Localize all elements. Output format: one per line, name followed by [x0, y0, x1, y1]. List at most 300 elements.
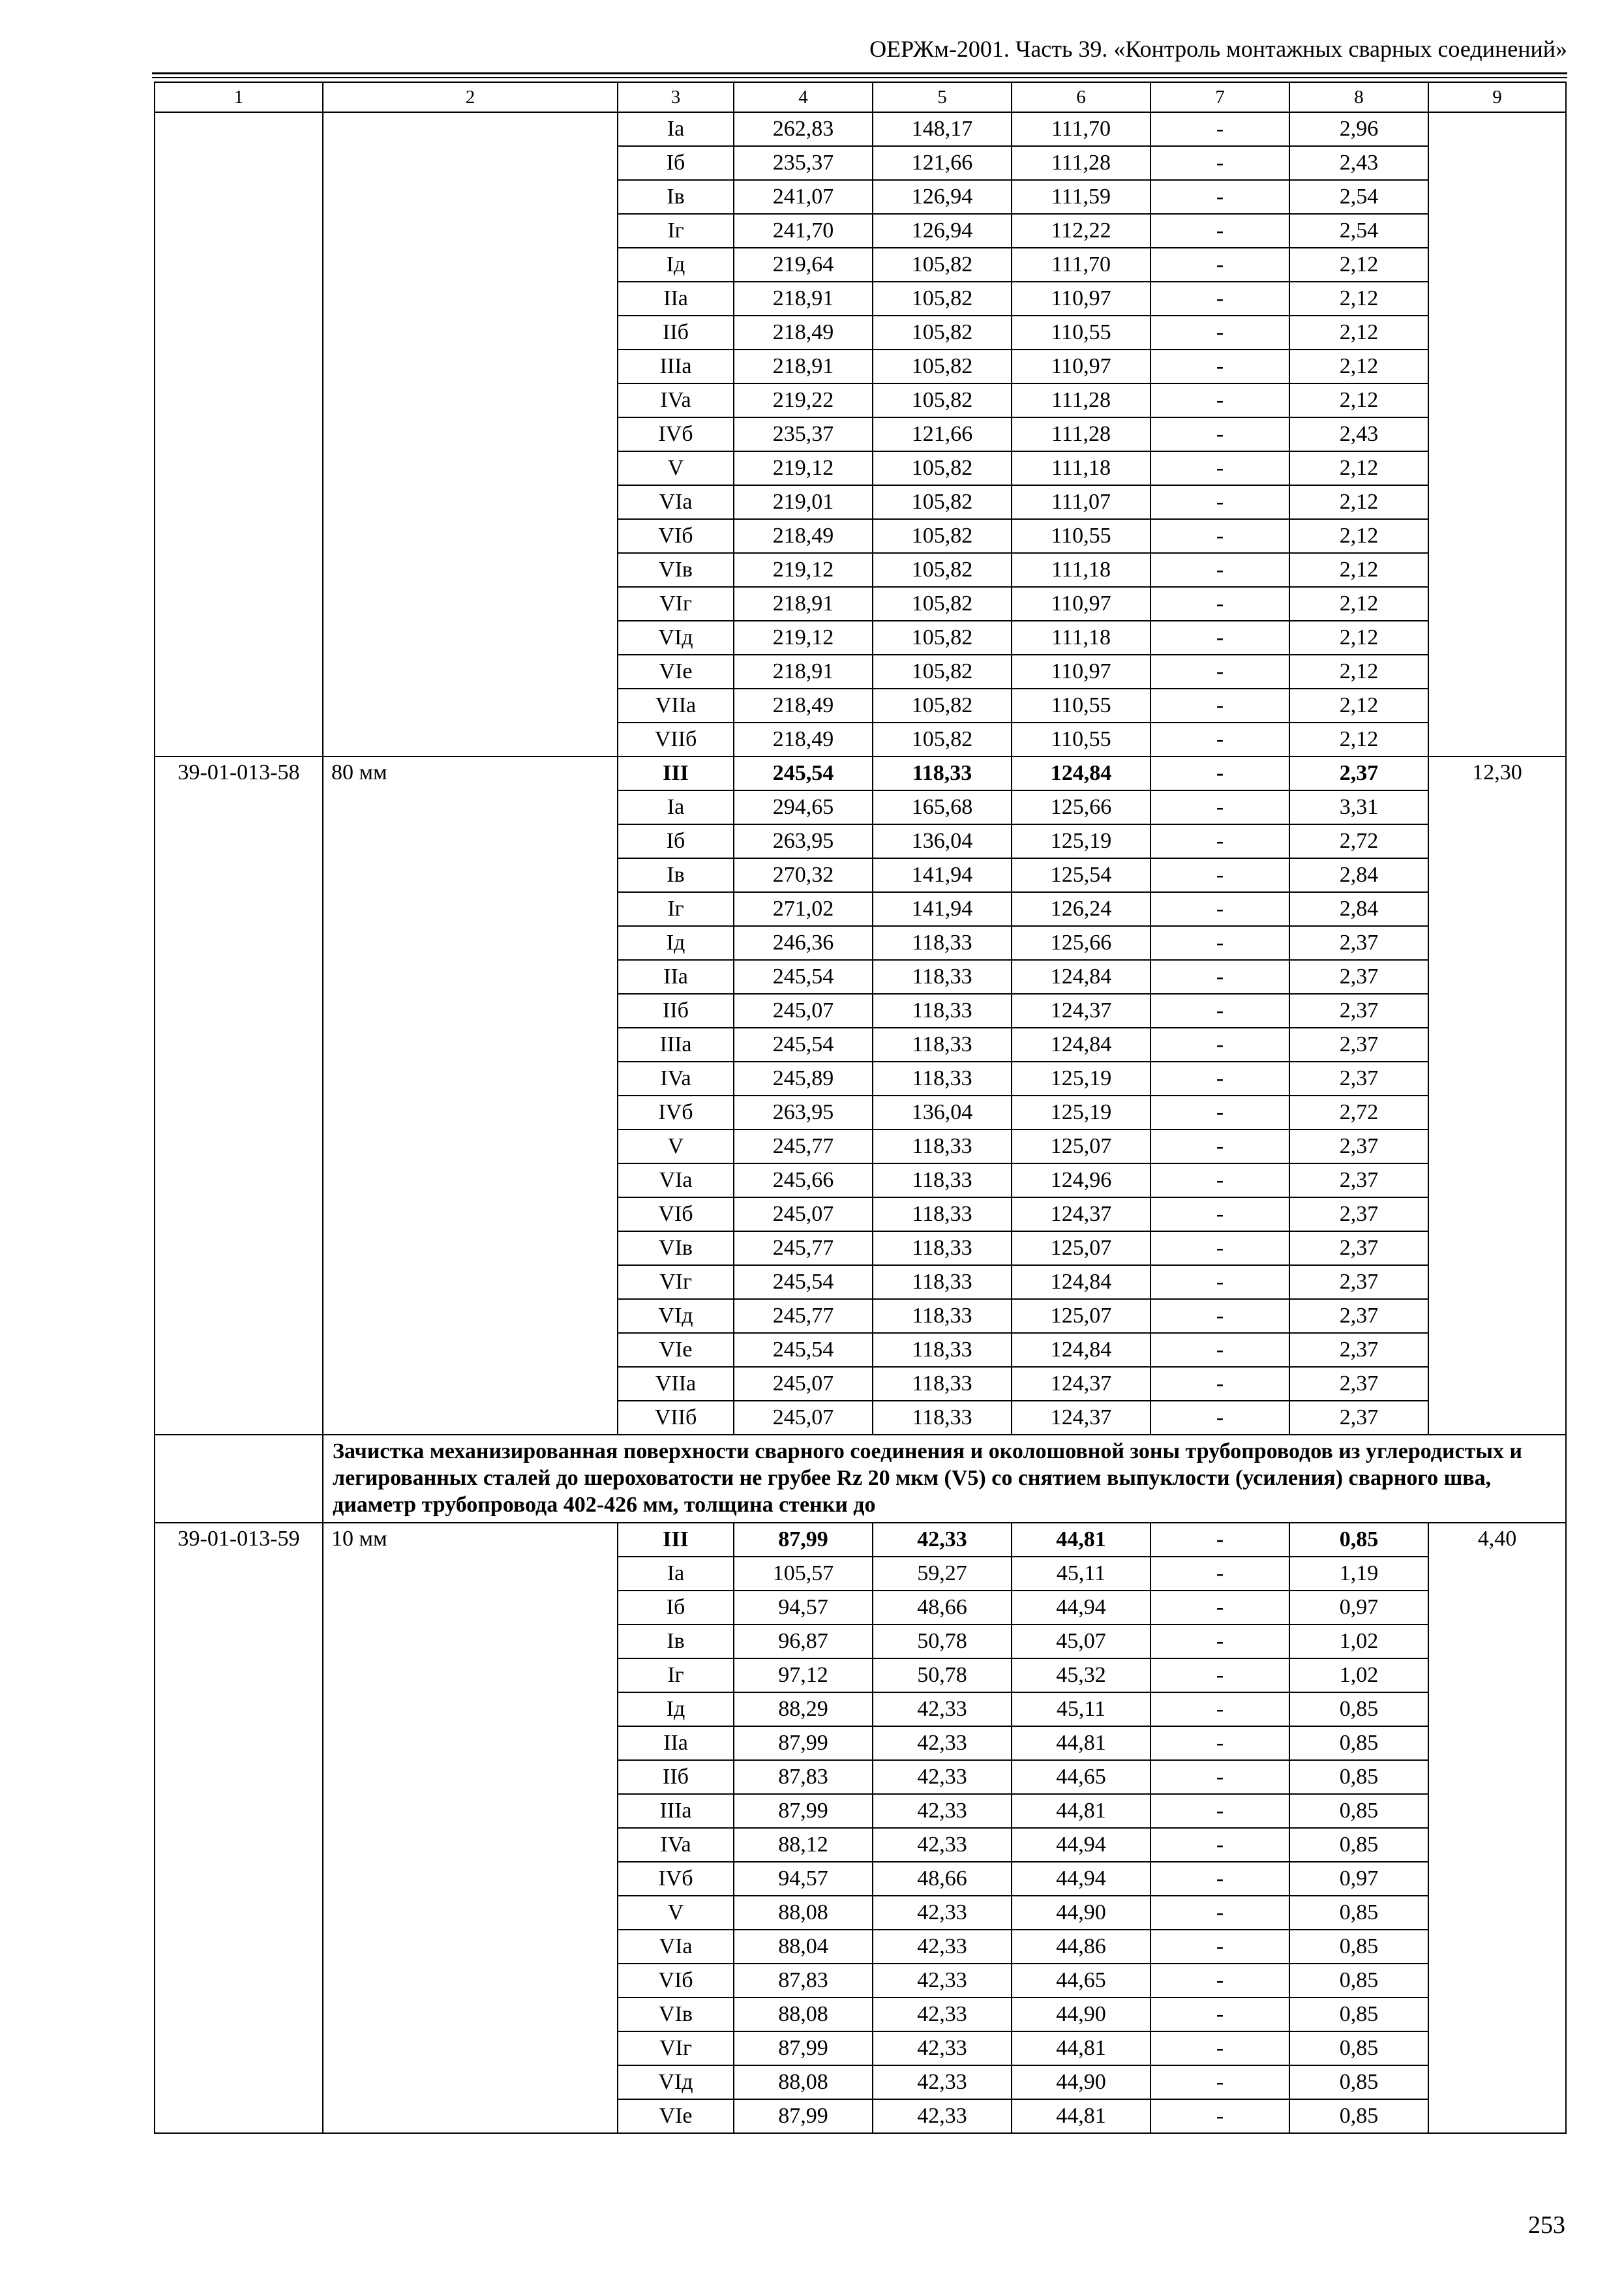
- cost-materials-cell: -: [1150, 451, 1289, 485]
- rate-code-cell: VIe: [618, 2099, 734, 2133]
- cost-machines-cell: 44,81: [1012, 2031, 1150, 2065]
- cost-machines-cell: 111,07: [1012, 485, 1150, 519]
- cost-total-cell: 263,95: [734, 824, 873, 858]
- labor-cell: 2,37: [1289, 1130, 1428, 1163]
- cost-machines-cell: 44,86: [1012, 1930, 1150, 1964]
- labor-total-cell: 12,30: [1428, 756, 1566, 1435]
- cost-materials-cell: -: [1150, 1197, 1289, 1231]
- labor-cell: 2,37: [1289, 1028, 1428, 1062]
- cost-total-cell: 219,64: [734, 248, 873, 282]
- rate-code-cell: IVa: [618, 383, 734, 417]
- labor-cell: 0,85: [1289, 1828, 1428, 1862]
- rate-code-cell: VIб: [618, 519, 734, 553]
- cost-wages-cell: 126,94: [873, 180, 1012, 214]
- labor-cell: 2,37: [1289, 1062, 1428, 1096]
- labor-cell: 2,72: [1289, 1096, 1428, 1130]
- labor-cell: 2,37: [1289, 960, 1428, 994]
- labor-cell: 2,12: [1289, 485, 1428, 519]
- labor-cell: 2,37: [1289, 1163, 1428, 1197]
- cost-machines-cell: 111,28: [1012, 417, 1150, 451]
- cost-materials-cell: -: [1150, 1028, 1289, 1062]
- table-row-main: [155, 1523, 1566, 1557]
- column-number: 8: [1289, 82, 1428, 112]
- cost-materials-cell: -: [1150, 1523, 1289, 1557]
- rate-code-cell: VIa: [618, 1163, 734, 1197]
- cost-total-cell: 245,54: [734, 756, 873, 790]
- column-number: 3: [618, 82, 734, 112]
- cost-wages-cell: 48,66: [873, 1862, 1012, 1896]
- cost-materials-cell: -: [1150, 2065, 1289, 2099]
- cost-machines-cell: 44,90: [1012, 1896, 1150, 1930]
- rate-code-cell: VIб: [618, 1964, 734, 1997]
- cost-total-cell: 241,07: [734, 180, 873, 214]
- code-cell: [155, 112, 323, 756]
- rate-code-cell: V: [618, 1130, 734, 1163]
- cost-machines-cell: 125,07: [1012, 1130, 1150, 1163]
- rate-code-cell: VIд: [618, 621, 734, 655]
- cost-wages-cell: 165,68: [873, 790, 1012, 824]
- cost-machines-cell: 45,11: [1012, 1557, 1150, 1591]
- cost-total-cell: 262,83: [734, 112, 873, 146]
- cost-wages-cell: 42,33: [873, 1896, 1012, 1930]
- cost-total-cell: 87,83: [734, 1760, 873, 1794]
- labor-cell: 0,97: [1289, 1591, 1428, 1624]
- cost-total-cell: 218,49: [734, 723, 873, 756]
- cost-total-cell: 245,77: [734, 1299, 873, 1333]
- cost-materials-cell: -: [1150, 689, 1289, 723]
- cost-total-cell: 218,91: [734, 655, 873, 689]
- rate-code-cell: VIIa: [618, 689, 734, 723]
- rate-code-cell: V: [618, 451, 734, 485]
- cost-materials-cell: -: [1150, 1896, 1289, 1930]
- labor-cell: 2,37: [1289, 1197, 1428, 1231]
- cost-total-cell: 88,29: [734, 1692, 873, 1726]
- cost-materials-cell: -: [1150, 2099, 1289, 2133]
- rate-code-cell: Iб: [618, 146, 734, 180]
- cost-materials-cell: -: [1150, 519, 1289, 553]
- table-row: [155, 112, 1566, 146]
- cost-machines-cell: 111,59: [1012, 180, 1150, 214]
- cost-machines-cell: 125,07: [1012, 1231, 1150, 1265]
- cost-wages-cell: 105,82: [873, 282, 1012, 316]
- cost-wages-cell: 105,82: [873, 248, 1012, 282]
- labor-cell: 3,31: [1289, 790, 1428, 824]
- labor-cell: 0,85: [1289, 1930, 1428, 1964]
- cost-materials-cell: -: [1150, 214, 1289, 248]
- cost-wages-cell: 105,82: [873, 485, 1012, 519]
- cost-wages-cell: 118,33: [873, 960, 1012, 994]
- cost-materials-cell: -: [1150, 1828, 1289, 1862]
- rate-code-cell: Iв: [618, 1624, 734, 1658]
- cost-total-cell: 94,57: [734, 1862, 873, 1896]
- cost-wages-cell: 105,82: [873, 383, 1012, 417]
- cost-total-cell: 218,91: [734, 587, 873, 621]
- labor-cell: 2,72: [1289, 824, 1428, 858]
- labor-cell: 2,96: [1289, 112, 1428, 146]
- cost-materials-cell: -: [1150, 1333, 1289, 1367]
- cost-wages-cell: 105,82: [873, 553, 1012, 587]
- labor-cell: 1,02: [1289, 1658, 1428, 1692]
- labor-cell: 0,85: [1289, 2031, 1428, 2065]
- cost-total-cell: 94,57: [734, 1591, 873, 1624]
- cost-total-cell: 245,77: [734, 1231, 873, 1265]
- cost-total-cell: 219,12: [734, 451, 873, 485]
- cost-machines-cell: 124,96: [1012, 1163, 1150, 1197]
- cost-materials-cell: -: [1150, 723, 1289, 756]
- cost-wages-cell: 105,82: [873, 621, 1012, 655]
- cost-materials-cell: -: [1150, 621, 1289, 655]
- cost-total-cell: 245,54: [734, 960, 873, 994]
- cost-total-cell: 218,91: [734, 350, 873, 383]
- cost-total-cell: 270,32: [734, 858, 873, 892]
- cost-machines-cell: 125,19: [1012, 1062, 1150, 1096]
- labor-cell: 2,37: [1289, 926, 1428, 960]
- cost-wages-cell: 141,94: [873, 858, 1012, 892]
- cost-machines-cell: 44,81: [1012, 1523, 1150, 1557]
- rate-code-cell: Iб: [618, 1591, 734, 1624]
- rate-code-cell: VIв: [618, 1231, 734, 1265]
- rate-code-cell: IIб: [618, 994, 734, 1028]
- cost-total-cell: 219,22: [734, 383, 873, 417]
- cost-total-cell: 97,12: [734, 1658, 873, 1692]
- cost-machines-cell: 45,11: [1012, 1692, 1150, 1726]
- column-number: 4: [734, 82, 873, 112]
- cost-total-cell: 88,08: [734, 2065, 873, 2099]
- cost-materials-cell: -: [1150, 994, 1289, 1028]
- cost-machines-cell: 45,32: [1012, 1658, 1150, 1692]
- labor-cell: 2,43: [1289, 417, 1428, 451]
- cost-wages-cell: 42,33: [873, 2031, 1012, 2065]
- cost-wages-cell: 50,78: [873, 1658, 1012, 1692]
- rate-code-cell: IIIa: [618, 1028, 734, 1062]
- labor-cell: 2,12: [1289, 621, 1428, 655]
- labor-cell: 0,85: [1289, 2065, 1428, 2099]
- rate-code-cell: VIIб: [618, 723, 734, 756]
- cost-machines-cell: 124,84: [1012, 1333, 1150, 1367]
- cost-total-cell: 218,49: [734, 519, 873, 553]
- cost-materials-cell: -: [1150, 553, 1289, 587]
- rate-code-cell: IIб: [618, 316, 734, 350]
- cost-materials-cell: -: [1150, 1163, 1289, 1197]
- cost-machines-cell: 44,81: [1012, 1726, 1150, 1760]
- rate-code-cell: III: [618, 756, 734, 790]
- cost-wages-cell: 42,33: [873, 1964, 1012, 1997]
- cost-materials-cell: -: [1150, 756, 1289, 790]
- rate-code-cell: VIв: [618, 1997, 734, 2031]
- labor-cell: 2,37: [1289, 1231, 1428, 1265]
- cost-wages-cell: 118,33: [873, 1130, 1012, 1163]
- cost-wages-cell: 118,33: [873, 756, 1012, 790]
- cost-machines-cell: 125,19: [1012, 1096, 1150, 1130]
- rate-code-cell: Iв: [618, 858, 734, 892]
- cost-wages-cell: 50,78: [873, 1624, 1012, 1658]
- labor-cell: 2,37: [1289, 1401, 1428, 1435]
- rate-code-cell: III: [618, 1523, 734, 1557]
- rate-code-cell: IIIa: [618, 1794, 734, 1828]
- cost-wages-cell: 42,33: [873, 1930, 1012, 1964]
- cost-machines-cell: 111,18: [1012, 553, 1150, 587]
- labor-cell: 0,85: [1289, 1760, 1428, 1794]
- cost-total-cell: 219,12: [734, 621, 873, 655]
- column-number: 9: [1428, 82, 1566, 112]
- cost-total-cell: 105,57: [734, 1557, 873, 1591]
- cost-total-cell: 245,07: [734, 1401, 873, 1435]
- rate-code-cell: IIa: [618, 960, 734, 994]
- labor-cell: 0,85: [1289, 1523, 1428, 1557]
- cost-total-cell: 245,07: [734, 1197, 873, 1231]
- cost-wages-cell: 42,33: [873, 1794, 1012, 1828]
- cost-total-cell: 271,02: [734, 892, 873, 926]
- cost-total-cell: 88,08: [734, 1896, 873, 1930]
- rate-code-cell: IVa: [618, 1828, 734, 1862]
- cost-machines-cell: 124,37: [1012, 1367, 1150, 1401]
- code-cell: 39-01-013-58: [155, 756, 323, 1435]
- cost-machines-cell: 124,84: [1012, 960, 1150, 994]
- cost-materials-cell: -: [1150, 1130, 1289, 1163]
- cost-materials-cell: -: [1150, 417, 1289, 451]
- rate-code-cell: Ia: [618, 112, 734, 146]
- rate-code-cell: Ia: [618, 1557, 734, 1591]
- cost-machines-cell: 112,22: [1012, 214, 1150, 248]
- cost-materials-cell: -: [1150, 1096, 1289, 1130]
- labor-cell: 2,12: [1289, 723, 1428, 756]
- cost-machines-cell: 110,97: [1012, 587, 1150, 621]
- labor-cell: 2,84: [1289, 858, 1428, 892]
- cost-machines-cell: 124,84: [1012, 1265, 1150, 1299]
- cost-materials-cell: -: [1150, 112, 1289, 146]
- labor-cell: 0,85: [1289, 1726, 1428, 1760]
- rate-code-cell: VIг: [618, 587, 734, 621]
- rate-code-cell: Iв: [618, 180, 734, 214]
- header-rule: [152, 72, 1567, 74]
- cost-total-cell: 294,65: [734, 790, 873, 824]
- cost-total-cell: 246,36: [734, 926, 873, 960]
- cost-materials-cell: -: [1150, 316, 1289, 350]
- cost-total-cell: 218,49: [734, 689, 873, 723]
- cost-wages-cell: 118,33: [873, 1231, 1012, 1265]
- cost-machines-cell: 111,28: [1012, 146, 1150, 180]
- labor-cell: 0,85: [1289, 1964, 1428, 1997]
- cost-total-cell: 87,99: [734, 2099, 873, 2133]
- cost-materials-cell: -: [1150, 1964, 1289, 1997]
- cost-materials-cell: -: [1150, 824, 1289, 858]
- labor-cell: 0,85: [1289, 1794, 1428, 1828]
- cost-total-cell: 241,70: [734, 214, 873, 248]
- cost-materials-cell: -: [1150, 1726, 1289, 1760]
- price-table: [154, 82, 1567, 2134]
- header-rule: [152, 77, 1567, 78]
- cost-wages-cell: 42,33: [873, 1523, 1012, 1557]
- cost-materials-cell: -: [1150, 383, 1289, 417]
- cost-wages-cell: 59,27: [873, 1557, 1012, 1591]
- rate-code-cell: VIIб: [618, 1401, 734, 1435]
- cost-wages-cell: 105,82: [873, 519, 1012, 553]
- spec-cell: [323, 112, 618, 756]
- cost-materials-cell: -: [1150, 1591, 1289, 1624]
- cost-materials-cell: -: [1150, 960, 1289, 994]
- cost-total-cell: 87,99: [734, 1523, 873, 1557]
- labor-cell: 1,19: [1289, 1557, 1428, 1591]
- cost-total-cell: 218,49: [734, 316, 873, 350]
- labor-cell: 2,12: [1289, 282, 1428, 316]
- labor-cell: 2,37: [1289, 994, 1428, 1028]
- cost-total-cell: 87,83: [734, 1964, 873, 1997]
- rate-code-cell: VIд: [618, 2065, 734, 2099]
- cost-wages-cell: 121,66: [873, 417, 1012, 451]
- labor-total-cell: 4,40: [1428, 1523, 1566, 2133]
- labor-cell: 2,12: [1289, 587, 1428, 621]
- labor-cell: 2,84: [1289, 892, 1428, 926]
- labor-cell: 2,12: [1289, 316, 1428, 350]
- cost-materials-cell: -: [1150, 1794, 1289, 1828]
- cost-wages-cell: 42,33: [873, 1828, 1012, 1862]
- cost-wages-cell: 118,33: [873, 1197, 1012, 1231]
- labor-cell: 2,54: [1289, 180, 1428, 214]
- rate-code-cell: IIa: [618, 1726, 734, 1760]
- rate-code-cell: VIб: [618, 1197, 734, 1231]
- cost-materials-cell: -: [1150, 146, 1289, 180]
- section-title: Зачистка механизированная поверхности сварного соединения и околошовной зоны трубопроводов из углеродистых и легированных сталей до шероховатости не грубее Rz 20 мкм (V5) со снятием выпуклости (усиления) сварного шва, диаметр трубопровода 402-426 мм, толщина стенки до: [323, 1435, 1566, 1523]
- cost-machines-cell: 110,55: [1012, 519, 1150, 553]
- rate-code-cell: Iг: [618, 1658, 734, 1692]
- rate-code-cell: IIa: [618, 282, 734, 316]
- cost-machines-cell: 111,70: [1012, 248, 1150, 282]
- cost-machines-cell: 111,70: [1012, 112, 1150, 146]
- cost-total-cell: 87,99: [734, 1794, 873, 1828]
- rate-code-cell: VIe: [618, 1333, 734, 1367]
- cost-wages-cell: 118,33: [873, 926, 1012, 960]
- rate-code-cell: IIб: [618, 1760, 734, 1794]
- cost-wages-cell: 118,33: [873, 1028, 1012, 1062]
- labor-cell: 0,97: [1289, 1862, 1428, 1896]
- cost-materials-cell: -: [1150, 350, 1289, 383]
- cost-total-cell: 218,91: [734, 282, 873, 316]
- cost-machines-cell: 44,94: [1012, 1828, 1150, 1862]
- rate-code-cell: Iг: [618, 892, 734, 926]
- cost-total-cell: 219,01: [734, 485, 873, 519]
- rate-code-cell: VIa: [618, 485, 734, 519]
- cost-machines-cell: 45,07: [1012, 1624, 1150, 1658]
- cost-wages-cell: 141,94: [873, 892, 1012, 926]
- table-row-main: [155, 756, 1566, 790]
- cost-wages-cell: 136,04: [873, 1096, 1012, 1130]
- column-number: 2: [323, 82, 618, 112]
- cost-machines-cell: 110,97: [1012, 655, 1150, 689]
- cost-materials-cell: -: [1150, 1997, 1289, 2031]
- cost-materials-cell: -: [1150, 1265, 1289, 1299]
- cost-wages-cell: 118,33: [873, 1401, 1012, 1435]
- labor-cell: 2,12: [1289, 519, 1428, 553]
- column-number-row: [155, 82, 1566, 112]
- cost-wages-cell: 118,33: [873, 1265, 1012, 1299]
- labor-cell: 1,02: [1289, 1624, 1428, 1658]
- cost-materials-cell: -: [1150, 1692, 1289, 1726]
- cost-materials-cell: -: [1150, 282, 1289, 316]
- cost-materials-cell: -: [1150, 587, 1289, 621]
- labor-total-cell: [1428, 112, 1566, 756]
- cost-wages-cell: 118,33: [873, 1163, 1012, 1197]
- cost-wages-cell: 121,66: [873, 146, 1012, 180]
- rate-code-cell: IVa: [618, 1062, 734, 1096]
- labor-cell: 2,12: [1289, 248, 1428, 282]
- labor-cell: 2,37: [1289, 1299, 1428, 1333]
- labor-cell: 0,85: [1289, 1896, 1428, 1930]
- cost-materials-cell: -: [1150, 1367, 1289, 1401]
- cost-materials-cell: -: [1150, 892, 1289, 926]
- cost-machines-cell: 111,18: [1012, 451, 1150, 485]
- cost-total-cell: 87,99: [734, 2031, 873, 2065]
- cost-materials-cell: -: [1150, 1557, 1289, 1591]
- rate-code-cell: VIв: [618, 553, 734, 587]
- cost-machines-cell: 124,37: [1012, 1401, 1150, 1435]
- cost-wages-cell: 105,82: [873, 689, 1012, 723]
- cost-machines-cell: 125,07: [1012, 1299, 1150, 1333]
- rate-code-cell: Iд: [618, 926, 734, 960]
- cost-materials-cell: -: [1150, 1862, 1289, 1896]
- section-blank-cell: [155, 1435, 323, 1523]
- cost-wages-cell: 105,82: [873, 451, 1012, 485]
- spec-cell: 10 мм: [323, 1523, 618, 2133]
- cost-machines-cell: 124,84: [1012, 1028, 1150, 1062]
- cost-wages-cell: 118,33: [873, 1367, 1012, 1401]
- cost-total-cell: 245,66: [734, 1163, 873, 1197]
- labor-cell: 0,85: [1289, 2099, 1428, 2133]
- cost-total-cell: 263,95: [734, 1096, 873, 1130]
- cost-materials-cell: -: [1150, 485, 1289, 519]
- cost-wages-cell: 105,82: [873, 587, 1012, 621]
- cost-total-cell: 88,08: [734, 1997, 873, 2031]
- cost-wages-cell: 105,82: [873, 655, 1012, 689]
- rate-code-cell: IVб: [618, 417, 734, 451]
- cost-machines-cell: 125,19: [1012, 824, 1150, 858]
- cost-wages-cell: 118,33: [873, 1062, 1012, 1096]
- cost-materials-cell: -: [1150, 1401, 1289, 1435]
- rate-code-cell: Iг: [618, 214, 734, 248]
- labor-cell: 2,12: [1289, 689, 1428, 723]
- cost-wages-cell: 42,33: [873, 1692, 1012, 1726]
- cost-machines-cell: 44,90: [1012, 2065, 1150, 2099]
- cost-machines-cell: 124,37: [1012, 1197, 1150, 1231]
- cost-machines-cell: 125,54: [1012, 858, 1150, 892]
- cost-wages-cell: 118,33: [873, 1299, 1012, 1333]
- cost-materials-cell: -: [1150, 1760, 1289, 1794]
- cost-total-cell: 219,12: [734, 553, 873, 587]
- labor-cell: 2,37: [1289, 756, 1428, 790]
- rate-code-cell: IIIa: [618, 350, 734, 383]
- page-number: 253: [1528, 2211, 1565, 2239]
- cost-machines-cell: 44,81: [1012, 2099, 1150, 2133]
- cost-total-cell: 245,07: [734, 1367, 873, 1401]
- cost-total-cell: 245,07: [734, 994, 873, 1028]
- cost-materials-cell: -: [1150, 1231, 1289, 1265]
- cost-total-cell: 87,99: [734, 1726, 873, 1760]
- labor-cell: 2,12: [1289, 451, 1428, 485]
- cost-total-cell: 96,87: [734, 1624, 873, 1658]
- cost-machines-cell: 44,90: [1012, 1997, 1150, 2031]
- cost-materials-cell: -: [1150, 858, 1289, 892]
- cost-machines-cell: 44,94: [1012, 1591, 1150, 1624]
- cost-wages-cell: 105,82: [873, 350, 1012, 383]
- cost-total-cell: 245,89: [734, 1062, 873, 1096]
- cost-wages-cell: 42,33: [873, 1997, 1012, 2031]
- cost-total-cell: 235,37: [734, 146, 873, 180]
- cost-wages-cell: 42,33: [873, 2099, 1012, 2133]
- cost-wages-cell: 126,94: [873, 214, 1012, 248]
- labor-cell: 2,12: [1289, 655, 1428, 689]
- cost-machines-cell: 125,66: [1012, 790, 1150, 824]
- cost-machines-cell: 44,65: [1012, 1964, 1150, 1997]
- labor-cell: 2,37: [1289, 1265, 1428, 1299]
